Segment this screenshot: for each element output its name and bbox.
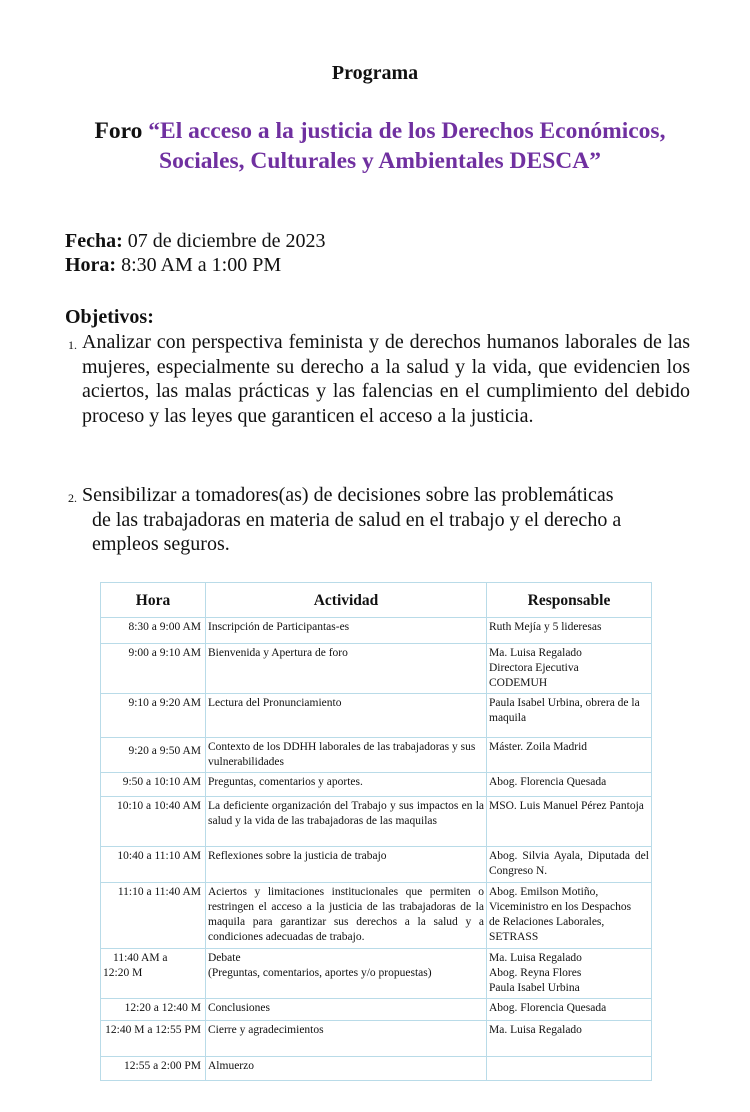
objective-1 xyxy=(68,330,690,428)
table-row xyxy=(101,644,652,694)
cell-hora: 12:55 a 2:00 PM xyxy=(101,1057,206,1081)
objectives-heading: Objetivos: xyxy=(65,306,154,328)
objective-number: 2. xyxy=(68,491,77,505)
responsable-line: de Relaciones Laborales, xyxy=(489,916,605,928)
cell-hora: 9:10 a 9:20 AM xyxy=(101,694,206,738)
table-row xyxy=(101,1021,652,1057)
cell-hora: 8:30 a 9:00 AM xyxy=(101,618,206,644)
date-row xyxy=(65,229,325,253)
forum-lead: Foro xyxy=(94,118,143,144)
date-label: Fecha: xyxy=(65,230,123,252)
cell-actividad: Reflexiones sobre la justicia de trabajo xyxy=(206,847,487,883)
cell-responsable xyxy=(487,1057,652,1081)
schedule-table xyxy=(100,582,652,1081)
cell-hora: 9:50 a 10:10 AM xyxy=(101,773,206,797)
cell-actividad xyxy=(206,949,487,999)
cell-actividad: Bienvenida y Apertura de foro xyxy=(206,644,487,694)
table-row xyxy=(101,797,652,847)
cell-actividad: Preguntas, comentarios y aportes. xyxy=(206,773,487,797)
forum-name-line1: “El acceso a la justicia de los Derechos Económicos, xyxy=(148,118,666,144)
responsable-line: SETRASS xyxy=(489,931,539,943)
responsable-line: Ma. Luisa Regalado xyxy=(489,647,582,659)
forum-name-line2: Sociales, Culturales y Ambientales DESCA” xyxy=(159,148,601,174)
column-header-responsable: Responsable xyxy=(487,583,652,618)
objective-text-line: empleos seguros. xyxy=(92,533,230,555)
table-row xyxy=(101,1057,652,1081)
cell-actividad: Contexto de los DDHH laborales de las trabajadoras y sus vulnerabilidades xyxy=(206,738,487,773)
cell-actividad: Conclusiones xyxy=(206,999,487,1021)
table-row xyxy=(101,999,652,1021)
table-row xyxy=(101,738,652,773)
responsable-line: Abog. Emilson Motiño, xyxy=(489,886,599,898)
cell-responsable: Ma. Luisa Regalado xyxy=(487,1021,652,1057)
table-row xyxy=(101,773,652,797)
date-value: 07 de diciembre de 2023 xyxy=(127,230,326,252)
cell-hora: 10:40 a 11:10 AM xyxy=(101,847,206,883)
responsable-line: Directora Ejecutiva xyxy=(489,662,579,674)
objective-text-line: de las trabajadoras en materia de salud en el trabajo y el derecho a xyxy=(92,508,622,531)
cell-hora: 9:20 a 9:50 AM xyxy=(101,738,206,773)
cell-actividad: Cierre y agradecimientos xyxy=(206,1021,487,1057)
actividad-line: (Preguntas, comentarios, aportes y/o propuestas) xyxy=(208,967,432,979)
cell-responsable: Máster. Zoila Madrid xyxy=(487,738,652,773)
responsable-line: Viceministro en los Despachos xyxy=(489,901,632,913)
event-meta xyxy=(65,229,325,277)
responsable-line: Abog. Reyna Flores xyxy=(489,967,582,979)
responsable-line: Ma. Luisa Regalado xyxy=(489,952,582,964)
table-row xyxy=(101,618,652,644)
cell-actividad: Aciertos y limitaciones institucionales que permiten o restringen el acceso a la justicia de las trabajadoras de la maquila para garantizar sus derechos a la salud y a condiciones adecuadas de trabajo. xyxy=(206,883,487,949)
time-value: 8:30 AM a 1:00 PM xyxy=(121,254,282,276)
cell-responsable: Abog. Florencia Quesada xyxy=(487,773,652,797)
forum-title xyxy=(40,116,720,176)
cell-responsable: Abog. Silvia Ayala, Diputada del Congreso N. xyxy=(487,847,652,883)
column-header-hora: Hora xyxy=(101,583,206,618)
cell-responsable: Abog. Florencia Quesada xyxy=(487,999,652,1021)
cell-hora: 10:10 a 10:40 AM xyxy=(101,797,206,847)
table-row xyxy=(101,847,652,883)
cell-actividad: Lectura del Pronunciamiento xyxy=(206,694,487,738)
cell-responsable xyxy=(487,883,652,949)
objective-2 xyxy=(68,483,690,557)
cell-actividad: Inscripción de Participantas-es xyxy=(206,618,487,644)
cell-hora xyxy=(101,949,206,999)
table-row xyxy=(101,883,652,949)
objective-number: 1. xyxy=(68,338,77,352)
hora-line: 12:20 M xyxy=(103,967,143,979)
column-header-actividad: Actividad xyxy=(206,583,487,618)
program-title: Programa xyxy=(331,62,419,84)
cell-actividad: La deficiente organización del Trabajo y sus impactos en la salud y la vida de las trabajadoras de las maquilas xyxy=(206,797,487,847)
cell-actividad: Almuerzo xyxy=(206,1057,487,1081)
table-header-row xyxy=(101,583,652,618)
table-row xyxy=(101,694,652,738)
cell-responsable: Paula Isabel Urbina, obrera de la maquila xyxy=(487,694,652,738)
actividad-line: Debate xyxy=(208,952,241,964)
cell-responsable: MSO. Luis Manuel Pérez Pantoja xyxy=(487,797,652,847)
responsable-line: Paula Isabel Urbina xyxy=(489,982,580,994)
time-row xyxy=(65,253,325,277)
objective-text: Analizar con perspectiva feminista y de derechos humanos laborales de las mujeres, especialmente su derecho a la salud y la vida, que evidencien los aciertos, las malas prácticas y las falencias en el cumplimiento del debido proceso y las leyes que garanticen el acceso a la justicia. xyxy=(82,331,690,427)
cell-responsable xyxy=(487,644,652,694)
objective-text-line: Sensibilizar a tomadores(as) de decisiones sobre las problemáticas xyxy=(82,484,614,506)
responsable-line: CODEMUH xyxy=(489,677,548,689)
cell-hora: 11:10 a 11:40 AM xyxy=(101,883,206,949)
table-row xyxy=(101,949,652,999)
cell-responsable: Ruth Mejía y 5 lideresas xyxy=(487,618,652,644)
cell-hora: 12:40 M a 12:55 PM xyxy=(101,1021,206,1057)
time-label: Hora: xyxy=(65,254,117,276)
hora-line: 11:40 AM a xyxy=(113,952,168,964)
cell-hora: 12:20 a 12:40 M xyxy=(101,999,206,1021)
cell-responsable xyxy=(487,949,652,999)
cell-hora: 9:00 a 9:10 AM xyxy=(101,644,206,694)
